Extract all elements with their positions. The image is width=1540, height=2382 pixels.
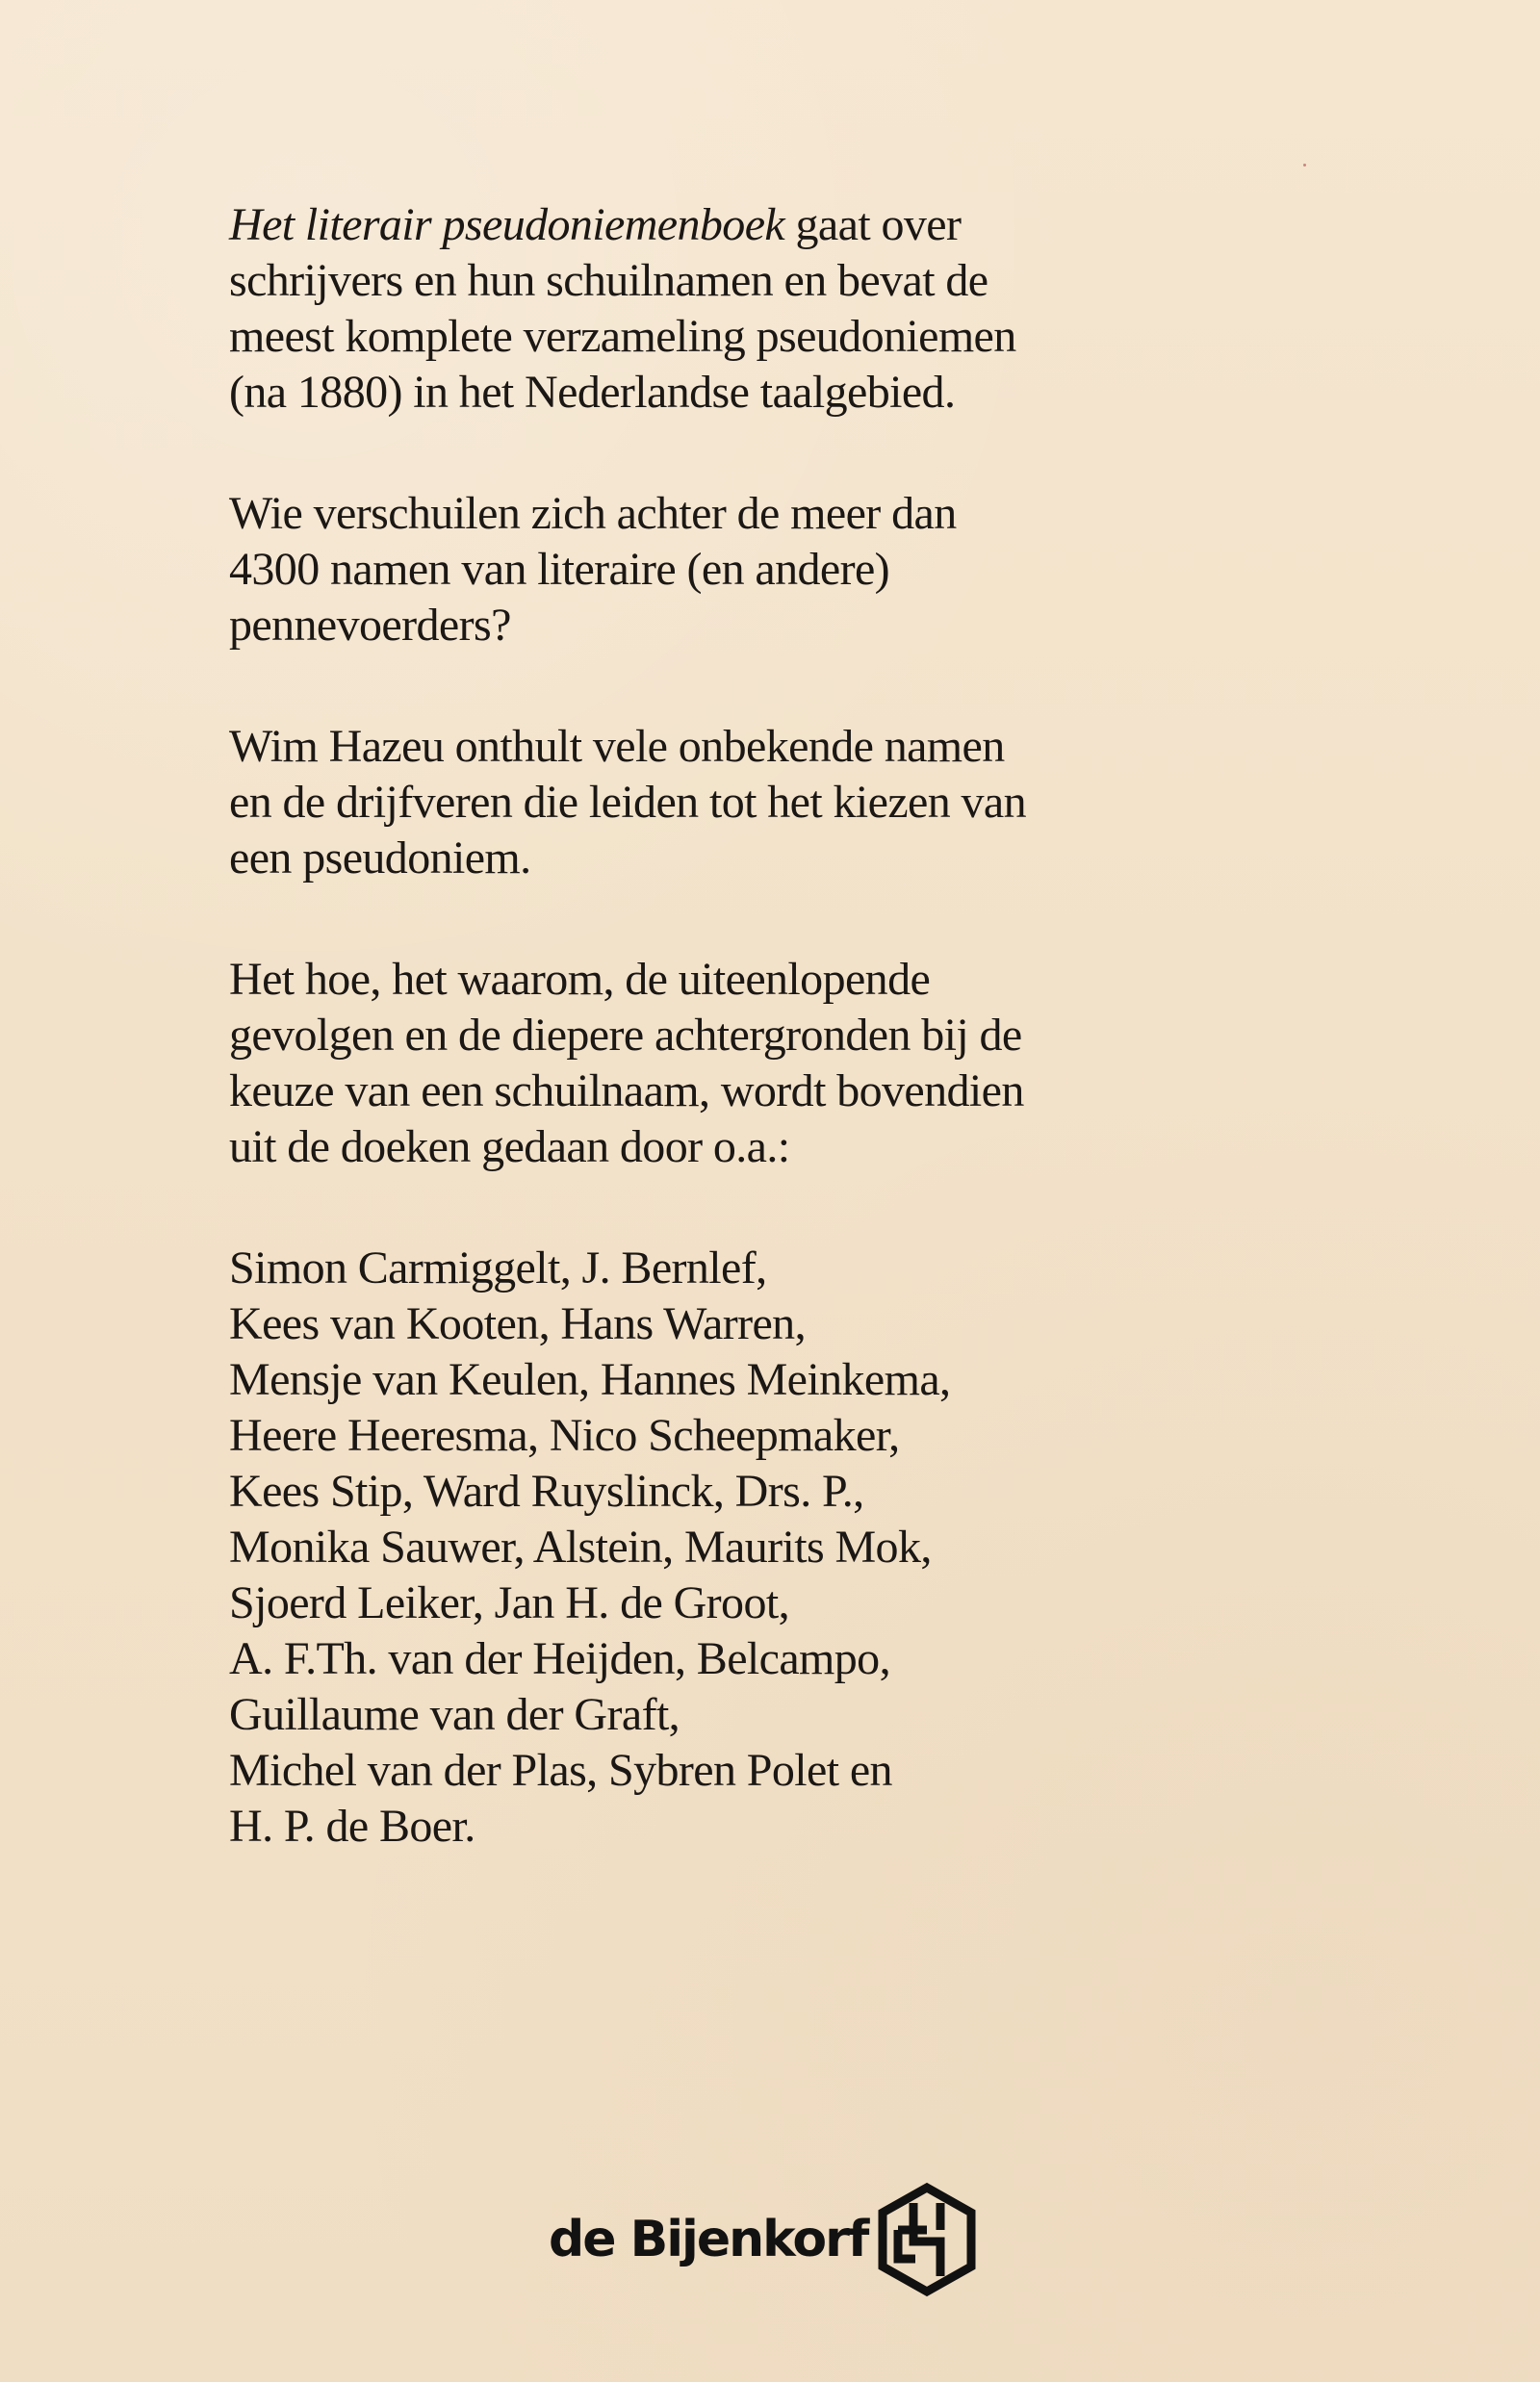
question-line-3: pennevoerders? — [229, 600, 511, 651]
book-title: Het literair pseudoniemenboek — [229, 199, 785, 250]
names-line: Michel van der Plas, Sybren Polet en — [229, 1745, 892, 1796]
author-line-3: een pseudoniem. — [229, 832, 531, 884]
names-line: Guillaume van der Graft, — [229, 1689, 680, 1740]
details-line-3: keuze van een schuilnaam, wordt bovendien — [229, 1065, 1024, 1116]
cover-text — [229, 197, 1374, 1855]
intro-line-3: meest komplete verzameling pseudoniemen — [229, 311, 1016, 362]
question-line-2: 4300 namen van literaire (en andere) — [229, 544, 890, 595]
names-line: Mensje van Keulen, Hannes Meinkema, — [229, 1354, 951, 1405]
bijenkorf-logo — [549, 2180, 983, 2299]
details-line-1: Het hoe, het waarom, de uiteenlopende — [229, 954, 931, 1005]
names-list — [229, 1241, 1374, 1855]
logo-text: de Bijenkorf — [549, 2211, 868, 2268]
names-line: H. P. de Boer. — [229, 1801, 475, 1852]
intro-line-2: schrijvers en hun schuilnamen en bevat de — [229, 255, 988, 306]
names-line: A. F.Th. van der Heijden, Belcampo, — [229, 1633, 890, 1684]
names-line: Heere Heeresma, Nico Scheepmaker, — [229, 1410, 900, 1461]
intro-line-1 — [229, 197, 1374, 253]
names-line: Kees van Kooten, Hans Warren, — [229, 1298, 806, 1349]
question-line-1: Wie verschuilen zich achter de meer dan — [229, 488, 957, 539]
intro-line-1-rest: gaat over — [784, 199, 962, 250]
details-line-4: uit de doeken gedaan door o.a.: — [229, 1121, 790, 1172]
intro-paragraph — [229, 197, 1374, 421]
question-paragraph — [229, 486, 1374, 653]
author-paragraph — [229, 719, 1374, 886]
names-line: Sjoerd Leiker, Jan H. de Groot, — [229, 1577, 789, 1628]
names-line: Kees Stip, Ward Ruyslinck, Drs. P., — [229, 1466, 864, 1517]
intro-line-4: (na 1880) in het Nederlandse taalgebied. — [229, 367, 956, 418]
author-line-1: Wim Hazeu onthult vele onbekende namen — [229, 721, 1005, 772]
names-line: Simon Carmiggelt, J. Bernlef, — [229, 1242, 767, 1293]
bijenkorf-hexagon-icon — [871, 2180, 983, 2299]
details-paragraph — [229, 952, 1374, 1175]
names-line: Monika Sauwer, Alstein, Maurits Mok, — [229, 1522, 932, 1573]
details-line-2: gevolgen en de diepere achtergronden bij de — [229, 1010, 1022, 1061]
author-line-2: en de drijfveren die leiden tot het kiezen van — [229, 777, 1027, 828]
paper-speck — [1303, 164, 1306, 166]
